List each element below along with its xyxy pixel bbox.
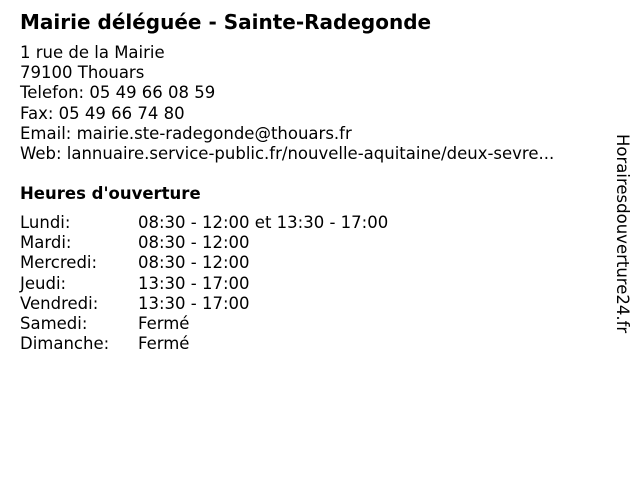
day-label: Lundi: (20, 213, 71, 232)
day-label: Vendredi: (20, 293, 99, 313)
day-label: Jeudi: (20, 273, 67, 293)
day-label: Mercredi: (20, 253, 98, 273)
city-postcode: 79100 Thouars (20, 63, 145, 83)
contact-block (20, 43, 554, 164)
hours-value: 08:30 - 12:00 et 13:30 - 17:00 (138, 213, 389, 232)
phone-number: Telefon: 05 49 66 08 59 (20, 83, 216, 103)
street-address: 1 rue de la Mairie (20, 43, 165, 62)
website-url: Web: lannuaire.service-public.fr/nouvelle-aquitaine/deux-sevre... (20, 143, 555, 163)
day-label: Dimanche: (20, 334, 110, 354)
site-watermark: Horairesdouverture24.fr (613, 134, 632, 334)
hours-value: 08:30 - 12:00 (138, 233, 250, 253)
email-address: Email: mairie.ste-radegonde@thouars.fr (20, 123, 352, 143)
page-title: Mairie déléguée - Sainte-Radegonde (20, 10, 432, 34)
day-label: Samedi: (20, 313, 88, 333)
hours-value: Fermé (138, 313, 190, 333)
day-label: Mardi: (20, 233, 72, 253)
hours-value: Fermé (138, 334, 190, 354)
hours-value: 08:30 - 12:00 (138, 253, 250, 273)
hours-value: 13:30 - 17:00 (138, 273, 250, 293)
fax-number: Fax: 05 49 66 74 80 (20, 103, 185, 123)
hours-value: 13:30 - 17:00 (138, 293, 250, 313)
hours-heading: Heures d'ouverture (20, 184, 201, 203)
